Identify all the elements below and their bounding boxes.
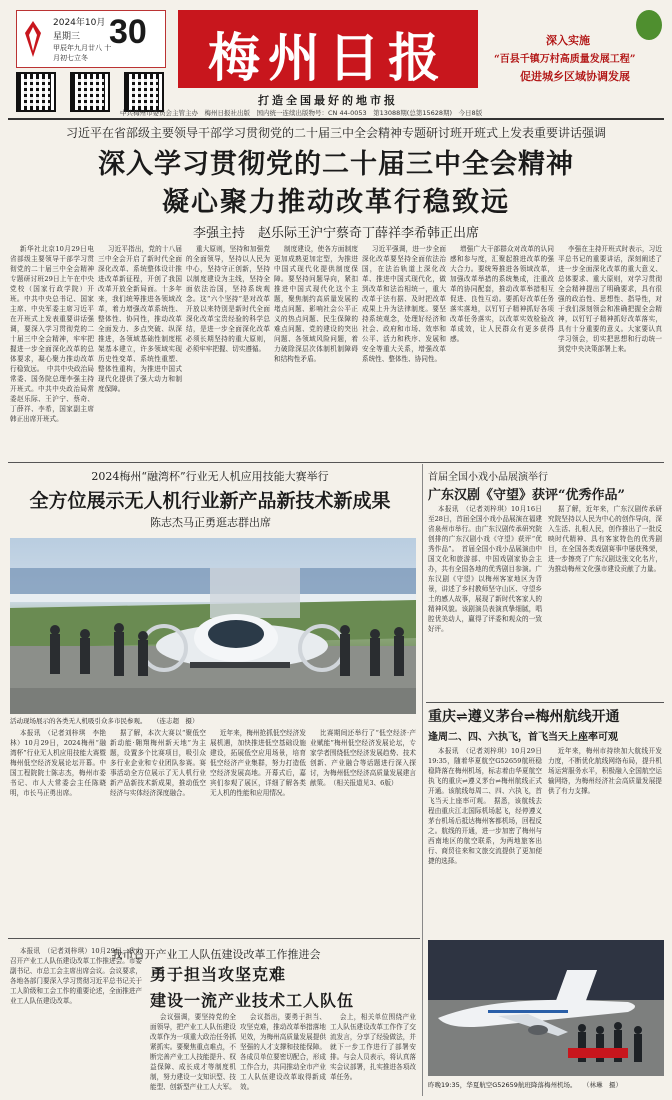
lead-pre-headline: 习近平在省部级主要领导干部学习贯彻党的二十届三中全会精神专题研讨班开班式上发表重要讲话强调 (65, 126, 606, 140)
workers-body-4: 会上，相关单位围绕产业工人队伍建设改革工作作了交流发言，分享了经验做法，并就下一步工作进行了部署安排。与会人员表示，将认真落实会议部署，扎实推进各项改革任务。 (330, 1013, 416, 1081)
lead-headline-2[interactable]: 凝心聚力推动改革行稳致远 (162, 187, 510, 218)
workers-body-1: 本报讯 （记者刘梓琪）10月29日，我市召开产业工人队伍建设改革工作推进会。市委副书记、市总工会主席出席会议。会议要求，各地各部门要深入学习贯彻习近平总书记关于工人阶级和工会工作的重要论述，全面推进产业工人队伍建设改革。 (10, 947, 142, 1005)
drone-photo-caption: 活动现场展示的各类无人机吸引众多市民参观。 （连志超 摄） (10, 717, 199, 725)
divider (422, 464, 423, 1096)
lead-column-6: 增强广大干部群众对改革的认同感和参与度，汇聚起推进改革的强大合力。要统筹推进各领域改革，加强改革举措的系统集成，注重改革的协同配套，推动改革举措相互促进、良性互动。要抓好改革任务落实落地，以钉钉子精神抓好各项改革任务落实，以改革实效检验改革成效，让人民群众有更多获得感。 (450, 245, 554, 343)
flight-body-2: 近年来，梅州市持续加大航线开发力度，不断优化航线网络布局，提升机场运营服务水平，积极融入全国航空运输网络，为梅州经济社会高质量发展提供了有力支撑。 (548, 747, 662, 795)
date-lunar: 甲辰年九月廿八 十月初七立冬 (53, 44, 112, 62)
publication-info: 中共梅州市委员会主管主办 梅州日报社出版 国内统一连续出版物号：CN 44-0053 第13088期(总第15628期) 今日8版 (120, 109, 483, 117)
airplane-photo-caption: 昨晚19:35，华夏航空G52659航班降落梅州机场。 （林琳 摄） (428, 1081, 622, 1089)
qr-code-icon[interactable] (16, 72, 56, 112)
lead-column-1: 新华社北京10月29日电 省部级主要领导干部学习贯彻党的二十届三中全会精神专题研讨班29日上午在中央党校（国家行政学院）开班。中共中央总书记、国家主席、中央军委主席习近平在开班式上发表重要讲话强调，要深入学习贯彻党的二十届三中全会精神，牢牢把握进一步全面深化改革的总体要求，凝心聚力推动改革行稳致远。 中共中央政治局常委、国务院总理李强主持开班式。中共中央政治局常委赵乐际、王沪宁、蔡奇、丁薛祥、李希，国家副主席韩正出席开班式。 (10, 245, 101, 423)
drone-photo-illustration (10, 538, 416, 714)
date-box (16, 10, 166, 68)
drone-byline: 陈志杰马正勇逛志群出席 (150, 516, 271, 529)
airplane-photo-illustration (428, 940, 664, 1076)
newspaper-emblem-icon (21, 19, 45, 59)
drone-headline[interactable]: 全方位展示无人机行业新产品新技术新成果 (29, 490, 391, 512)
drone-pre-headline: 2024梅州“融湾杯”行业无人机应用技能大赛举行 (91, 470, 329, 483)
divider (8, 118, 664, 120)
lead-headline-1[interactable]: 深入学习贯彻党的二十届三中全会精神 (98, 149, 574, 180)
date-weekday: 星期三 (53, 32, 81, 42)
airplane-photo (428, 940, 664, 1076)
lead-column-4: 制度建设，使各方面制度更加成熟更加定型，为推进中国式现代化提供制度保障。要坚持问题导向，紧扣推进中国式现代化这个主题，聚焦制约高质量发展的堵点问题、影响社会公平正义的热点问题、民生保障的难点问题、党的建设的突出问题、各领域风险问题，着力破除深层次体制机制障碍和结构性矛盾。 (274, 245, 358, 363)
opera-body-2: 据了解，近年来，广东汉剧传承研究院坚持以人民为中心的创作导向，深入生活、扎根人民，创作推出了一批反映时代精神、具有客家特色的优秀剧目，在全国各类戏剧赛事中屡获殊荣，进一步擦亮了广东汉剧这张文化名片，为推动梅州文化强市建设贡献了力量。 (548, 505, 662, 573)
divider (426, 702, 664, 703)
lead-byline: 李强主持 赵乐际王沪宁蔡奇丁薛祥李希韩正出席 (192, 226, 479, 241)
opera-pre-headline: 首届全国小戏小品展演举行 (428, 472, 548, 483)
drone-exhibition-photo (10, 538, 416, 714)
date-year: 2024年10月 (53, 18, 106, 28)
qr-code-icon[interactable] (70, 72, 110, 112)
tree-icon (636, 10, 662, 40)
divider (8, 462, 664, 463)
lead-column-3: 重大原则，坚持和加强党的全面领导，坚持以人民为中心，坚持守正创新，坚持以制度建设为主线，坚持全面依法治国，坚持系统观念。这“六个坚持”是对改革开放以来特别是新时代全面深化改革宝贵经验的科学总结，是进一步全面深化改革必须长期坚持的重大原则，必须牢牢把握、切实遵循。 (186, 245, 270, 353)
workers-body-2: 会议强调，要坚持党的全面领导，把产业工人队伍建设改革作为一项重大政治任务抓紧抓实。要聚焦重点难点，不断完善产业工人技能提升、权益保障、成长成才等制度机制，努力建设一支知识型、技能型、创新型产业工人大军。 (150, 1013, 236, 1091)
newspaper-title: 梅州日报 (207, 28, 448, 89)
opera-headline[interactable]: 广东汉剧《守望》获评“优秀作品” (428, 488, 625, 503)
drone-body-2: 据了解，本次大赛以“聚低空新动能·翱翔梅州新天地”为主题，设置多个比赛项目，吸引众多行业企业和专业团队参赛。赛事活动全方位展示了无人机行业新产品新技术新成果，推动低空经济与实体经济深度融合。 (110, 729, 206, 797)
newspaper-slogan: 打造全国最好的地市报 (258, 94, 398, 107)
promo-banner (486, 10, 662, 88)
masthead (0, 0, 672, 118)
workers-pre-headline: 我市召开产业工人队伍建设改革工作推进会 (111, 948, 321, 961)
lead-column-7: 李强在主持开班式时表示，习近平总书记的重要讲话，深刻阐述了进一步全面深化改革的重大意义、总体要求、重大原则，对学习贯彻全会精神提出了明确要求，具有很强的政治性、思想性、指导性，对于我们深刻领会和准确把握全会精神，以钉钉子精神抓好改革落实，具有十分重要的意义。大家要认真学习领会，切实把思想和行动统一到党中央决策部署上来。 (558, 245, 662, 353)
promo-line-3: 促进城乡区域协调发展 (520, 70, 630, 83)
flight-subheadline: 逢周二、四、六执飞，首飞当天上座率可观 (428, 732, 618, 743)
divider (8, 938, 420, 939)
opera-body-1: 本报讯 （记者刘梓琪）10月16日至28日，首届全国小戏小品展演在福建省泉州市举行。由广东汉剧传承研究院创排的广东汉剧小戏《守望》获评“优秀作品”。 首届全国小戏小品展演由中国文化和旅游部、中国戏剧家协会主办，共有全国各地的优秀剧目参演。广东汉剧《守望》以梅州客家地区为背景，讲述了乡村教师坚守山区、守望乡土的感人故事，展现了新时代客家人的精神风貌。该剧演员表演真挚细腻，唱腔优美动人，赢得了评委和观众的一致好评。 (428, 505, 542, 633)
flight-headline[interactable]: 重庆⇌遵义茅台⇌梅州航线开通 (428, 709, 620, 725)
lead-column-5: 习近平强调，进一步全面深化改革要坚持全面依法治国，在法治轨道上深化改革、推进中国式现代化，做到改革和法治相统一，重大改革于法有据、及时把改革成果上升为法律制度。要坚持系统观念，处理好经济和社会、政府和市场、效率和公平、活力和秩序、发展和安全等重大关系，增强改革系统性、整体性、协同性。 (362, 245, 446, 363)
workers-headline-1[interactable]: 勇于担当攻坚克难 (150, 965, 287, 984)
newspaper-title-block (178, 10, 478, 88)
drone-body-3: 近年来，梅州抢抓低空经济发展机遇，加快推进低空基础设施建设，拓展低空应用场景，培育低空经济产业集群，努力打造低空经济发展高地。开幕式后，嘉宾们参观了展区，详细了解各类无人机的性能和应用情况。 (210, 729, 306, 797)
workers-body-3: 会议指出，要勇于担当、攻坚克难，推动改革举措落地见效，为梅州高质量发展提供坚强的人才支撑和技能保障。各成员单位要密切配合，形成工作合力，共同推动全市产业工人队伍建设改革取得新成效。 (240, 1013, 326, 1091)
promo-line-1: 深入实施 (546, 34, 590, 47)
lead-column-2: 习近平指出，党的十八届三中全会开启了新时代全面深化改革、系统整体设计推进改革新征程，开创了我国改革开放全新局面。十多年来，我们统筹推进各领域改革，着力增强改革系统性、整体性、协同性，推动改革全面发力、多点突破、纵深推进，各领域基础性制度框架基本建立，许多领域实现历史性变革、系统性重塑、整体性重构，为推进中国式现代化提供了强大动力和制度保障。 (98, 245, 182, 393)
workers-headline-2[interactable]: 建设一流产业技术工人队伍 (150, 991, 355, 1010)
qr-code-icon[interactable] (124, 72, 164, 112)
flight-body-1: 本报讯 （记者刘梓琪）10月29日19:35，随着华夏航空G52659航班稳稳降落在梅州机场，标志着由华夏航空执飞的重庆⇌遵义茅台⇌梅州航线正式开通。该航线每周二、四、六执飞，首飞当天上座率可观。 据悉，该航线去程由重庆江北国际机场起飞，经停遵义茅台机场后抵达梅州客都机场，回程反之。航线的开通，进一步加密了梅州与西南地区的航空联系，为两地旅客出行、商贸往来和文旅交流提供了更加便捷的选择。 (428, 747, 542, 865)
promo-line-2: “百县千镇万村高质量发展工程” (494, 54, 636, 65)
drone-body-4: 比赛期间还举行了“低空经济·产业赋能”梅州低空经济发展论坛，专家学者围绕低空经济发展趋势、技术创新、产业融合等话题进行深入探讨，为梅州低空经济高质量发展建言献策。 （相关报道见3、6版） (310, 729, 416, 787)
date-day: 30 (109, 13, 147, 51)
drone-body-1: 本报讯 （记者刘梓琪 李艳 林）10月29日，2024梅州“融湾杯”行业无人机应用技能大赛暨梅州低空经济发展论坛开幕。中国工程院院士陈志杰，梅州市委书记、市人大常委会主任陈晓明，市长马正勇出席。 (10, 729, 113, 797)
